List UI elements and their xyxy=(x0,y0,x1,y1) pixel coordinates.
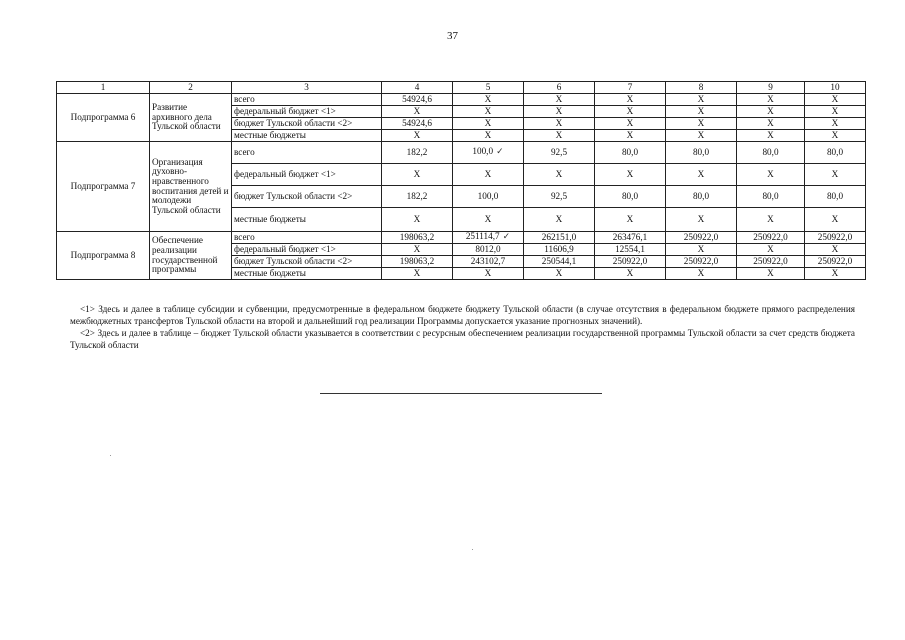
amount-cell xyxy=(805,208,866,232)
amount-cell xyxy=(595,268,666,280)
amount-cell xyxy=(666,142,737,164)
amount-cell xyxy=(666,256,737,268)
amount-value: X xyxy=(626,117,634,128)
amount-value: 250922,0 xyxy=(612,255,648,266)
column-header: 8 xyxy=(666,82,737,94)
amount-value: 8012,0 xyxy=(475,243,501,254)
amount-cell xyxy=(805,130,866,142)
amount-cell xyxy=(737,268,805,280)
amount-value: 251114,7 xyxy=(465,231,500,242)
amount-value: X xyxy=(767,267,774,278)
amount-cell xyxy=(595,208,666,232)
amount-cell xyxy=(595,164,666,186)
amount-value: X xyxy=(831,105,839,116)
amount-cell xyxy=(666,244,737,256)
amount-cell xyxy=(453,142,524,164)
amount-cell xyxy=(737,94,805,106)
amount-cell xyxy=(382,232,453,244)
amount-value: X xyxy=(484,105,492,116)
table-row xyxy=(57,232,866,244)
amount-cell xyxy=(737,208,805,232)
column-header: 5 xyxy=(453,82,524,94)
amount-value: 250922,0 xyxy=(753,255,788,266)
amount-cell xyxy=(453,244,524,256)
amount-cell xyxy=(666,106,737,118)
footnote-1: <1> Здесь и далее в таблице субсидии и субвенции, предусмотренные в федеральном бюджете бюджету Тульской области (в случае отсутствия в федеральном бюджете прямого распределения межбюджетных трансфертов Тульской области на второй и дальнейший год реализации Программы допускается указание прогнозных значений). xyxy=(70,304,855,326)
amount-cell xyxy=(453,130,524,142)
amount-value: 80,0 xyxy=(692,146,710,157)
amount-value: X xyxy=(831,93,839,104)
amount-value: X xyxy=(831,213,839,224)
handwritten-check-icon: ✓ xyxy=(502,232,511,243)
amount-cell xyxy=(382,186,453,208)
amount-value: X xyxy=(484,129,492,140)
funding-source: федеральный бюджет <1> xyxy=(232,164,382,186)
amount-cell xyxy=(595,106,666,118)
column-header: 10 xyxy=(805,82,866,94)
amount-value: 80,0 xyxy=(621,190,639,201)
column-header: 2 xyxy=(150,82,232,94)
amount-value: 243102,7 xyxy=(470,255,506,266)
amount-cell xyxy=(453,118,524,130)
amount-value: 80,0 xyxy=(762,146,779,157)
amount-value: 80,0 xyxy=(826,190,844,201)
amount-value: X xyxy=(767,168,774,179)
amount-cell xyxy=(666,208,737,232)
amount-value: X xyxy=(831,267,839,278)
funding-source: федеральный бюджет <1> xyxy=(232,106,382,118)
amount-cell xyxy=(805,256,866,268)
scan-speck xyxy=(110,455,111,456)
amount-value: X xyxy=(555,267,563,278)
amount-cell xyxy=(595,118,666,130)
amount-value: X xyxy=(555,168,563,179)
amount-cell xyxy=(737,130,805,142)
amount-cell xyxy=(737,164,805,186)
column-header: 4 xyxy=(382,82,453,94)
amount-cell xyxy=(595,142,666,164)
amount-value: 198063,2 xyxy=(399,255,435,266)
amount-value: X xyxy=(626,267,634,278)
amount-value: 92,5 xyxy=(550,146,568,157)
amount-value: X xyxy=(697,105,705,116)
amount-value: X xyxy=(697,93,705,104)
amount-value: 250922,0 xyxy=(817,231,853,242)
amount-cell xyxy=(524,94,595,106)
amount-value: 263476,1 xyxy=(612,231,648,242)
amount-value: X xyxy=(697,267,705,278)
amount-cell xyxy=(524,256,595,268)
amount-cell xyxy=(805,244,866,256)
amount-cell xyxy=(524,130,595,142)
amount-cell xyxy=(453,186,524,208)
funding-source: федеральный бюджет <1> xyxy=(232,244,382,256)
amount-cell xyxy=(382,268,453,280)
footnote-2: <2> Здесь и далее в таблице – бюджет Тульской области указывается в соответствии с ресурсным обеспечением реализации государственной программы Тульской области за счет средств бюджета Тульской области xyxy=(70,327,855,350)
subprogram-name: Развитие архивного дела Тульской области xyxy=(150,94,232,142)
amount-cell xyxy=(453,256,524,268)
column-header: 7 xyxy=(595,82,666,94)
amount-value: X xyxy=(555,213,563,224)
amount-value: X xyxy=(413,168,421,179)
amount-value: X xyxy=(767,243,774,254)
amount-cell xyxy=(524,142,595,164)
amount-cell xyxy=(805,268,866,280)
amount-value: X xyxy=(767,93,774,104)
amount-value: X xyxy=(484,267,492,278)
amount-cell xyxy=(805,164,866,186)
amount-value: 54924,6 xyxy=(402,117,432,128)
amount-cell xyxy=(805,142,866,164)
amount-value: X xyxy=(484,117,492,128)
amount-cell xyxy=(805,106,866,118)
amount-value: X xyxy=(413,243,421,254)
amount-cell xyxy=(737,256,805,268)
amount-value: X xyxy=(555,105,563,116)
amount-cell xyxy=(666,186,737,208)
amount-cell xyxy=(382,164,453,186)
footnotes xyxy=(70,304,855,352)
amount-cell xyxy=(453,208,524,232)
amount-cell xyxy=(524,106,595,118)
amount-value: X xyxy=(484,213,492,224)
amount-cell xyxy=(453,106,524,118)
amount-value: 11606,9 xyxy=(544,243,574,254)
header-row xyxy=(57,82,866,94)
amount-value: X xyxy=(697,117,705,128)
amount-cell xyxy=(524,118,595,130)
amount-cell xyxy=(524,164,595,186)
amount-cell xyxy=(595,244,666,256)
amount-cell xyxy=(666,232,737,244)
amount-cell xyxy=(737,106,805,118)
amount-value: 12554,1 xyxy=(615,243,645,254)
funding-source: всего xyxy=(232,142,382,164)
subprogram-name: Обеспечение реализации государственной программы xyxy=(150,232,232,280)
amount-value: 182,2 xyxy=(406,190,428,201)
amount-value: X xyxy=(413,129,421,140)
column-header: 9 xyxy=(737,82,805,94)
amount-cell xyxy=(595,186,666,208)
amount-value: X xyxy=(555,93,563,104)
funding-source: местные бюджеты xyxy=(232,268,382,280)
funding-source: бюджет Тульской области <2> xyxy=(232,256,382,268)
funding-source: местные бюджеты xyxy=(232,208,382,232)
amount-value: 80,0 xyxy=(826,146,844,157)
amount-cell xyxy=(805,118,866,130)
amount-cell xyxy=(382,208,453,232)
amount-cell xyxy=(524,268,595,280)
scan-speck xyxy=(472,549,473,550)
table-row xyxy=(57,94,866,106)
page-number: 37 xyxy=(447,30,458,42)
funding-source: всего xyxy=(232,94,382,106)
funding-source: всего xyxy=(232,232,382,244)
amount-value: X xyxy=(626,213,634,224)
amount-value: X xyxy=(697,213,705,224)
amount-value: 198063,2 xyxy=(399,231,435,242)
column-header: 6 xyxy=(524,82,595,94)
amount-cell xyxy=(737,244,805,256)
amount-value: 250922,0 xyxy=(683,231,719,242)
amount-cell xyxy=(666,130,737,142)
amount-cell xyxy=(382,244,453,256)
funding-table xyxy=(56,81,866,280)
amount-value: X xyxy=(831,117,839,128)
amount-value: X xyxy=(767,105,774,116)
amount-cell xyxy=(666,268,737,280)
amount-cell xyxy=(595,94,666,106)
amount-cell xyxy=(382,256,453,268)
amount-cell xyxy=(737,118,805,130)
amount-cell xyxy=(382,118,453,130)
amount-cell xyxy=(524,186,595,208)
column-header: 1 xyxy=(57,82,150,94)
amount-value: X xyxy=(626,129,634,140)
amount-value: X xyxy=(626,105,634,116)
amount-value: 250922,0 xyxy=(683,255,719,266)
funding-source: местные бюджеты xyxy=(232,130,382,142)
amount-value: X xyxy=(697,243,705,254)
amount-cell xyxy=(453,164,524,186)
amount-cell xyxy=(595,256,666,268)
amount-value: X xyxy=(626,168,634,179)
amount-cell xyxy=(595,130,666,142)
amount-cell xyxy=(666,118,737,130)
funding-source: бюджет Тульской области <2> xyxy=(232,118,382,130)
amount-value: X xyxy=(767,117,774,128)
amount-cell xyxy=(666,164,737,186)
subprogram-name: Организация духовно-нравственного воспитания детей и молодежи Тульской области xyxy=(150,142,232,232)
table-row xyxy=(57,142,866,164)
column-header: 3 xyxy=(232,82,382,94)
amount-value: 80,0 xyxy=(762,190,779,201)
amount-value: X xyxy=(626,93,634,104)
amount-cell xyxy=(382,130,453,142)
subprogram-label: Подпрограмма 7 xyxy=(57,142,150,232)
amount-value: 262151,0 xyxy=(541,231,577,242)
amount-value: 250922,0 xyxy=(753,231,788,242)
amount-value: 100,0 xyxy=(477,190,499,201)
amount-value: 250544,1 xyxy=(541,255,577,266)
amount-value: 182,2 xyxy=(406,146,428,157)
amount-cell xyxy=(737,142,805,164)
amount-value: 54924,6 xyxy=(402,93,432,104)
amount-value: X xyxy=(697,168,705,179)
amount-cell xyxy=(666,94,737,106)
amount-value: 80,0 xyxy=(621,146,639,157)
amount-value: X xyxy=(767,129,774,140)
amount-value: X xyxy=(484,168,492,179)
funding-source: бюджет Тульской области <2> xyxy=(232,186,382,208)
amount-cell xyxy=(453,232,524,244)
amount-cell xyxy=(453,94,524,106)
amount-value: X xyxy=(413,213,421,224)
amount-cell xyxy=(382,142,453,164)
amount-value: 250922,0 xyxy=(817,255,853,266)
amount-value: X xyxy=(831,168,839,179)
amount-cell xyxy=(737,232,805,244)
amount-cell xyxy=(805,94,866,106)
amount-cell xyxy=(382,106,453,118)
amount-value: X xyxy=(831,129,839,140)
amount-value: X xyxy=(831,243,839,254)
amount-value: X xyxy=(767,213,774,224)
amount-cell xyxy=(524,208,595,232)
amount-value: 100,0 xyxy=(472,146,494,157)
amount-cell xyxy=(737,186,805,208)
amount-cell xyxy=(805,232,866,244)
amount-cell xyxy=(524,232,595,244)
handwritten-check-icon: ✓ xyxy=(496,147,504,158)
amount-value: X xyxy=(697,129,705,140)
separator-line xyxy=(320,393,602,394)
amount-value: X xyxy=(413,267,421,278)
amount-value: X xyxy=(484,93,492,104)
amount-cell xyxy=(382,94,453,106)
amount-value: 80,0 xyxy=(692,190,710,201)
amount-cell xyxy=(453,268,524,280)
table-body xyxy=(57,82,866,280)
amount-value: X xyxy=(413,105,421,116)
subprogram-label: Подпрограмма 8 xyxy=(57,232,150,280)
subprogram-label: Подпрограмма 6 xyxy=(57,94,150,142)
amount-cell xyxy=(805,186,866,208)
amount-cell xyxy=(595,232,666,244)
amount-value: 92,5 xyxy=(550,190,568,201)
amount-value: X xyxy=(555,129,563,140)
amount-value: X xyxy=(555,117,563,128)
amount-cell xyxy=(524,244,595,256)
